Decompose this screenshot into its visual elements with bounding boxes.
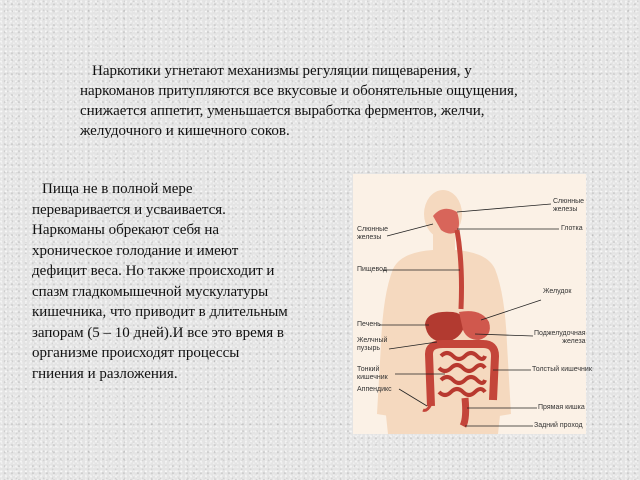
digestive-system-illustration — [353, 174, 586, 434]
label-anus: Задний проход — [534, 422, 583, 429]
rectum-shape — [463, 398, 466, 426]
intro-paragraph: Наркотики угнетают механизмы регуляции пищеварения, у наркоманов притупляются все вкусовые и обонятельные ощущения, снижается аппетит, уменьшается выработка ферментов, желчи, желудочного и кишечного соков. — [80, 63, 518, 139]
body-paragraph: Пища не в полной мере переваривается и усваивается. Наркоманы обрекают себя на хроническое голодание и имеют дефицит веса. Но также происходит и спазм гладкомышечной мускулатуры кишечника, что приводит в длительным запорам (5 – 10 дней).И все это время в организме происходят процессы гниения и разложения. — [32, 181, 288, 382]
label-colon: Толстый кишечник — [532, 366, 592, 373]
label-small-intestine: Тонкий кишечник — [357, 366, 388, 381]
label-salivary-glands-left: Слюнные железы — [357, 226, 389, 241]
label-appendix: Аппендикс — [357, 386, 392, 393]
label-stomach: Желудок — [543, 288, 572, 295]
label-gallbladder: Желчный пузырь — [357, 337, 388, 352]
label-pancreas: Поджелудочная железа — [534, 330, 586, 345]
digestive-system-figure — [353, 174, 592, 434]
label-rectum: Прямая кишка — [538, 404, 585, 411]
label-salivary-glands-right: Слюнные железы — [553, 198, 585, 213]
label-esophagus: Пищевод — [357, 266, 387, 273]
label-liver: Печень — [357, 321, 381, 328]
label-pharynx: Глотка — [561, 225, 583, 232]
